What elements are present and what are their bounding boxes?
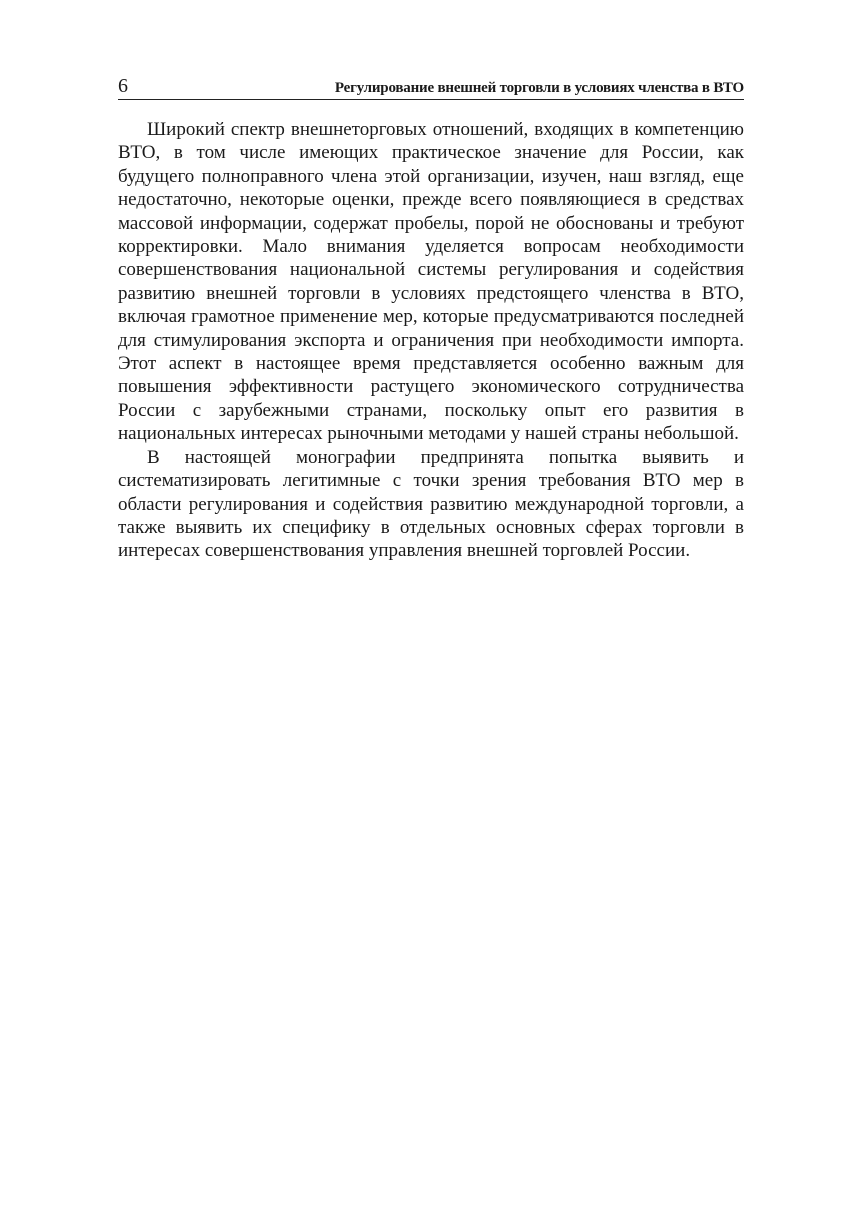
paragraph-1: Широкий спектр внешнеторговых отношений, входящих в компетенцию ВТО, в том числе имеющих практическое значение для России, как будущего полноправного члена этой организации, изучен, наш взгляд, еще недостаточно, некоторые оценки, прежде всего появляющиеся в средствах массовой информации, содержат пробелы, порой не обоснованы и требуют корректировки. Мало внимания уделяется вопросам необходимости совершенствования национальной системы регулирования и содействия развитию внешней торговли в условиях предстоящего членства в ВТО, включая грамотное применение мер, которые предусматриваются последней для стимулирования экспорта и ограничения при необходимости импорта. Этот аспект в настоящее время представляется особенно важным для повышения эффективности растущего экономического сотрудничества России с зарубежными странами, поскольку опыт его развития в национальных интересах рыночными методами у нашей страны небольшой. — [118, 119, 744, 445]
page-number: 6 — [118, 75, 128, 97]
running-title: Регулирование внешней торговли в условиях членства в ВТО — [334, 80, 744, 96]
paragraph-2: В настоящей монографии предпринята попытка выявить и систематизировать легитимные с точки зрения требования ВТО мер в области регулирования и содействия развитию международной торговли, а также выявить их специфику в отдельных основных сферах торговли в интересах совершенствования управления внешней торговлей России. — [118, 446, 744, 562]
body-text — [118, 118, 744, 563]
book-page — [118, 72, 744, 563]
running-header — [118, 72, 744, 100]
